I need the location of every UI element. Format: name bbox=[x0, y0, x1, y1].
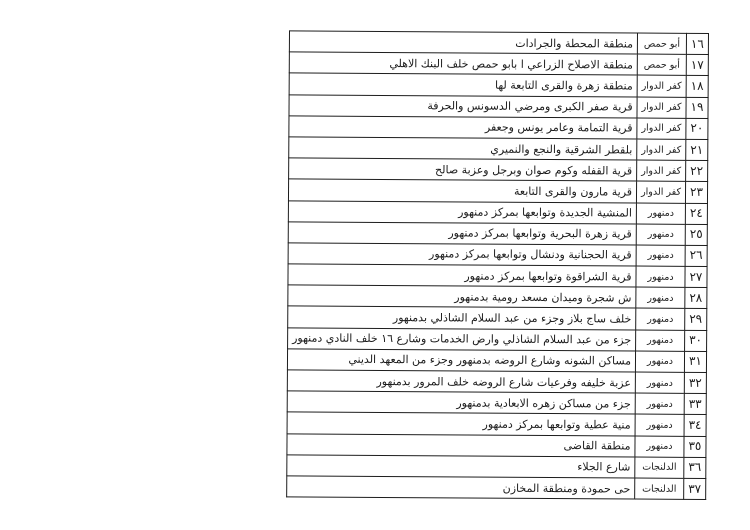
area-description-cell: ش شجرة وميدان مسعد رومية بدمنهور bbox=[288, 285, 636, 308]
table-row bbox=[288, 222, 707, 246]
table-body bbox=[287, 31, 709, 500]
area-description-cell: بلقطر الشرقية والنجع والنميري bbox=[289, 137, 637, 160]
area-description-cell: منطقة القاضى bbox=[287, 433, 635, 456]
center-name-cell: دمنهور bbox=[636, 308, 685, 329]
center-name-cell: أبو حمص bbox=[637, 33, 686, 54]
area-description-cell: حى حمودة ومنطقة المخازن bbox=[287, 476, 635, 499]
center-name-cell: دمنهور bbox=[636, 287, 685, 308]
table-row bbox=[287, 476, 706, 500]
center-name-cell: كفر الدوار bbox=[637, 139, 686, 160]
row-number-cell: ٢٨ bbox=[685, 288, 707, 309]
table-row bbox=[287, 412, 706, 436]
row-number-cell: ٣٢ bbox=[684, 372, 706, 393]
row-number-cell: ٣٣ bbox=[684, 394, 706, 415]
area-description-cell: مساكن الشونه وشارع الروضه بدمنهور وجزء من المعهد الديني bbox=[287, 349, 635, 372]
row-number-cell: ١٦ bbox=[686, 33, 708, 54]
area-description-cell: قرية التمامة وعامر يونس وجعفر bbox=[289, 116, 637, 139]
table-row bbox=[289, 137, 708, 161]
row-number-cell: ٢٥ bbox=[685, 224, 707, 245]
row-number-cell: ٢٧ bbox=[685, 266, 707, 287]
row-number-cell: ٢٢ bbox=[686, 160, 708, 181]
area-description-cell: قرية الشراقوة وتوابعها بمركز دمنهور bbox=[288, 264, 636, 287]
row-number-cell: ١٧ bbox=[686, 55, 708, 76]
center-name-cell: دمنهور bbox=[636, 245, 685, 266]
center-name-cell: كفر الدوار bbox=[637, 97, 686, 118]
table-row bbox=[288, 285, 707, 309]
row-number-cell: ٢٦ bbox=[685, 245, 707, 266]
area-description-cell: قرية مارون والقرى التابعة bbox=[288, 179, 636, 202]
center-name-cell: دمنهور bbox=[635, 393, 684, 414]
row-number-cell: ٣٤ bbox=[684, 415, 706, 436]
row-number-cell: ٢٤ bbox=[685, 203, 707, 224]
area-description-cell: منطقة زهرة والقرى التابعة لها bbox=[289, 73, 637, 96]
area-description-cell: منطقة الاصلاح الزراعي ا بابو حمص خلف البنك الاهلي bbox=[289, 52, 637, 75]
center-name-cell: كفر الدوار bbox=[637, 118, 686, 139]
row-number-cell: ٣٧ bbox=[684, 478, 706, 499]
table-row bbox=[289, 158, 708, 182]
center-name-cell: دمنهور bbox=[636, 224, 685, 245]
area-description-cell: منية عطية وتوابعها بمركز دمنهور bbox=[287, 412, 635, 435]
center-name-cell: كفر الدوار bbox=[637, 75, 686, 96]
row-number-cell: ٢٠ bbox=[686, 118, 708, 139]
table-row bbox=[289, 94, 708, 118]
row-number-cell: ٣١ bbox=[684, 351, 706, 372]
center-name-cell: دمنهور bbox=[635, 436, 684, 457]
center-name-cell: كفر الدوار bbox=[637, 160, 686, 181]
row-number-cell: ٣٦ bbox=[684, 457, 706, 478]
table-row bbox=[289, 73, 708, 97]
row-number-cell: ٢٣ bbox=[685, 182, 707, 203]
table-row bbox=[288, 264, 707, 288]
area-description-cell: المنشية الجديدة وتوابعها بمركز دمنهور bbox=[288, 200, 636, 223]
area-description-cell: عزبة خليفه وفرعيات شارع الروضه خلف المرور بدمنهور bbox=[287, 370, 635, 393]
row-number-cell: ٢٩ bbox=[685, 309, 707, 330]
table-row bbox=[288, 179, 707, 203]
row-number-cell: ١٨ bbox=[686, 76, 708, 97]
table-row bbox=[289, 31, 708, 55]
areas-table bbox=[286, 30, 709, 500]
center-name-cell: الدلنجات bbox=[635, 478, 684, 499]
row-number-cell: ٣٥ bbox=[684, 436, 706, 457]
area-description-cell: منطقة المحطة والجرادات bbox=[289, 31, 637, 54]
table-row bbox=[287, 391, 706, 415]
row-number-cell: ٣٠ bbox=[685, 330, 707, 351]
center-name-cell: دمنهور bbox=[636, 203, 685, 224]
area-description-cell: قرية صفر الكبرى ومرضي الدسونس والحرفة bbox=[289, 94, 637, 117]
center-name-cell: دمنهور bbox=[636, 266, 685, 287]
center-name-cell: كفر الدوار bbox=[637, 181, 686, 202]
area-description-cell: جزء من مساكن زهره الابعادية بدمنهور bbox=[287, 391, 635, 414]
area-description-cell: قرية الحجنانية ودنشال وتوابعها بمركز دمنهور bbox=[288, 243, 636, 266]
table-row bbox=[287, 433, 706, 457]
table-row bbox=[288, 328, 707, 352]
table-row bbox=[288, 243, 707, 267]
table-row bbox=[287, 370, 706, 394]
center-name-cell: الدلنجات bbox=[635, 457, 684, 478]
row-number-cell: ٢١ bbox=[686, 139, 708, 160]
area-description-cell: خلف ساج بلاز وجزء من عبد السلام الشاذلي بدمنهور bbox=[288, 306, 636, 329]
center-name-cell: دمنهور bbox=[635, 372, 684, 393]
center-name-cell: دمنهور bbox=[635, 351, 684, 372]
area-description-cell: قرية القفله وكوم صوان وبرجل وعزبة صالح bbox=[289, 158, 637, 181]
table-row bbox=[288, 306, 707, 330]
area-description-cell: جزء من عبد السلام الشاذلي وارض الخدمات وشارع ١٦ خلف النادي دمنهور bbox=[288, 328, 636, 351]
row-number-cell: ١٩ bbox=[686, 97, 708, 118]
center-name-cell: دمنهور bbox=[636, 330, 685, 351]
table-row bbox=[287, 455, 706, 479]
area-description-cell: قرية زهرة البحرية وتوابعها بمركز دمنهور bbox=[288, 222, 636, 245]
area-description-cell: شارع الجلاء bbox=[287, 455, 635, 478]
table-row bbox=[287, 349, 706, 373]
table-row bbox=[289, 116, 708, 140]
table-row bbox=[288, 200, 707, 224]
center-name-cell: أبو حمص bbox=[637, 54, 686, 75]
center-name-cell: دمنهور bbox=[635, 414, 684, 435]
table-row bbox=[289, 52, 708, 76]
